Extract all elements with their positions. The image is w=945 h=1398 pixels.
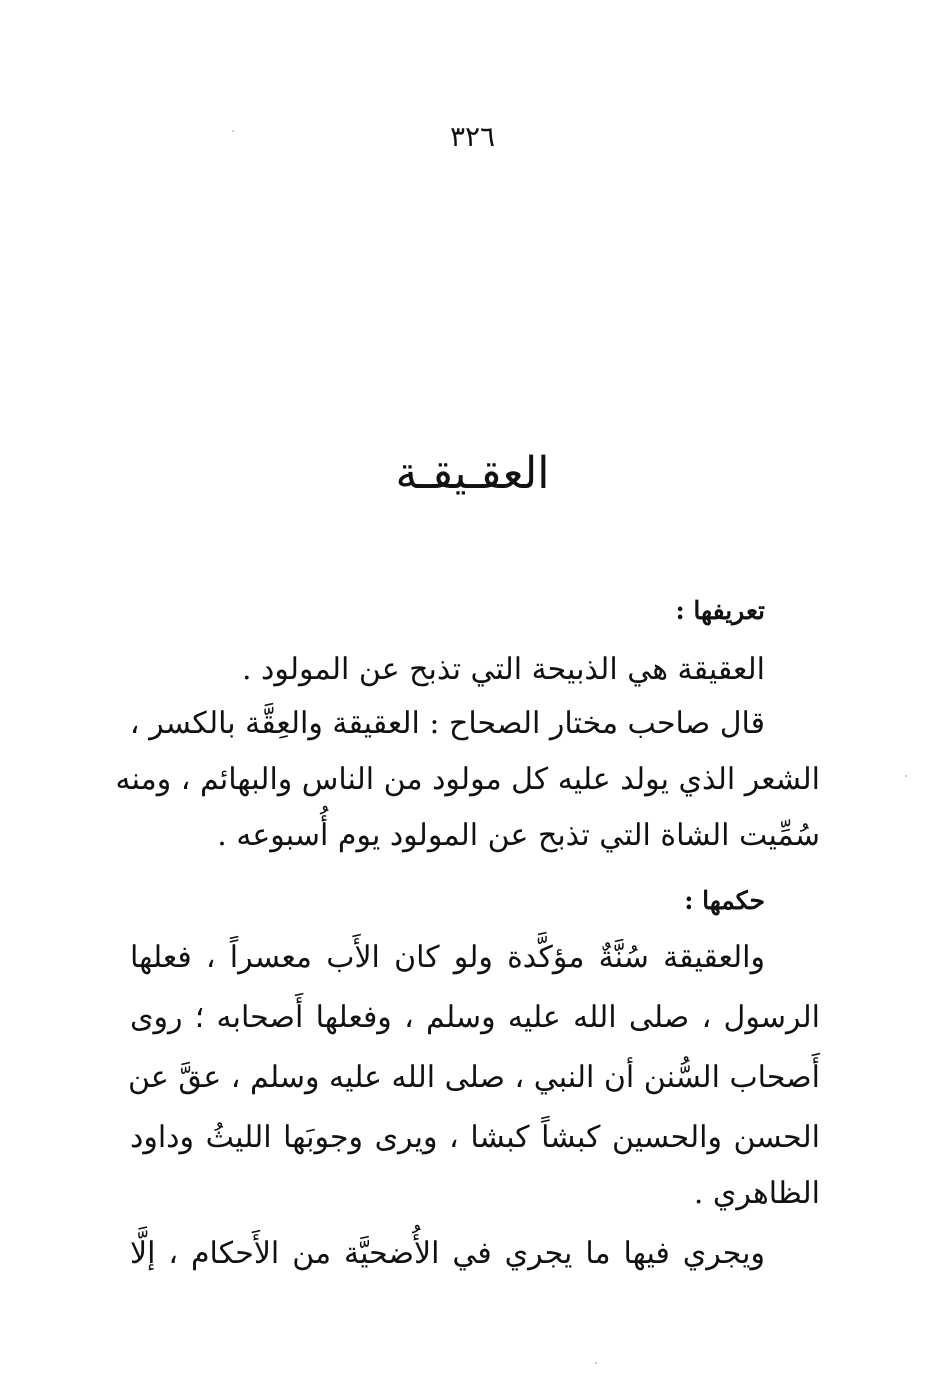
page-number: ٣٢٦	[449, 120, 496, 153]
text-line: قال صاحب مختار الصحاح : العقيقة والعِقَّة بالكسر ،	[129, 706, 765, 741]
scan-speck	[905, 775, 907, 777]
text-line: الشعر الذي يولد عليه كل مولود من الناس والبهائم ، ومنه	[115, 762, 820, 797]
text-line: أَصحاب السُّنن أن النبي ، صلى الله عليه وسلم ، عقَّ عن	[128, 1060, 820, 1095]
text-line: الظاهري .	[693, 1176, 820, 1211]
scan-speck	[595, 1362, 597, 1364]
scan-speck	[232, 130, 234, 132]
text-line: سُمِّيت الشاة التي تذبح عن المولود يوم أُسبوعه .	[217, 818, 820, 853]
text-line: ويجري فيها ما يجري في الأُضحيَّة من الأَحكام ، إلَّا	[130, 1236, 766, 1271]
section-heading-definition: تعريفها :	[675, 596, 765, 625]
text-line: الرسول ، صلى الله عليه وسلم ، وفعلها أَصحابه ؛ روى	[130, 1000, 820, 1035]
text-line: الحسن والحسين كبشاً كبشا ، ويرى وجوبَها الليثُ وداود	[130, 1120, 820, 1155]
text-line: والعقيقة سُنَّةٌ مؤكَّدة ولو كان الأَب معسراً ، فعلها	[130, 940, 765, 975]
chapter-title: العقـيقـة	[395, 448, 550, 499]
text-line: العقيقة هي الذبيحة التي تذبح عن المولود .	[241, 652, 765, 687]
section-heading-ruling: حكمها :	[684, 886, 765, 915]
